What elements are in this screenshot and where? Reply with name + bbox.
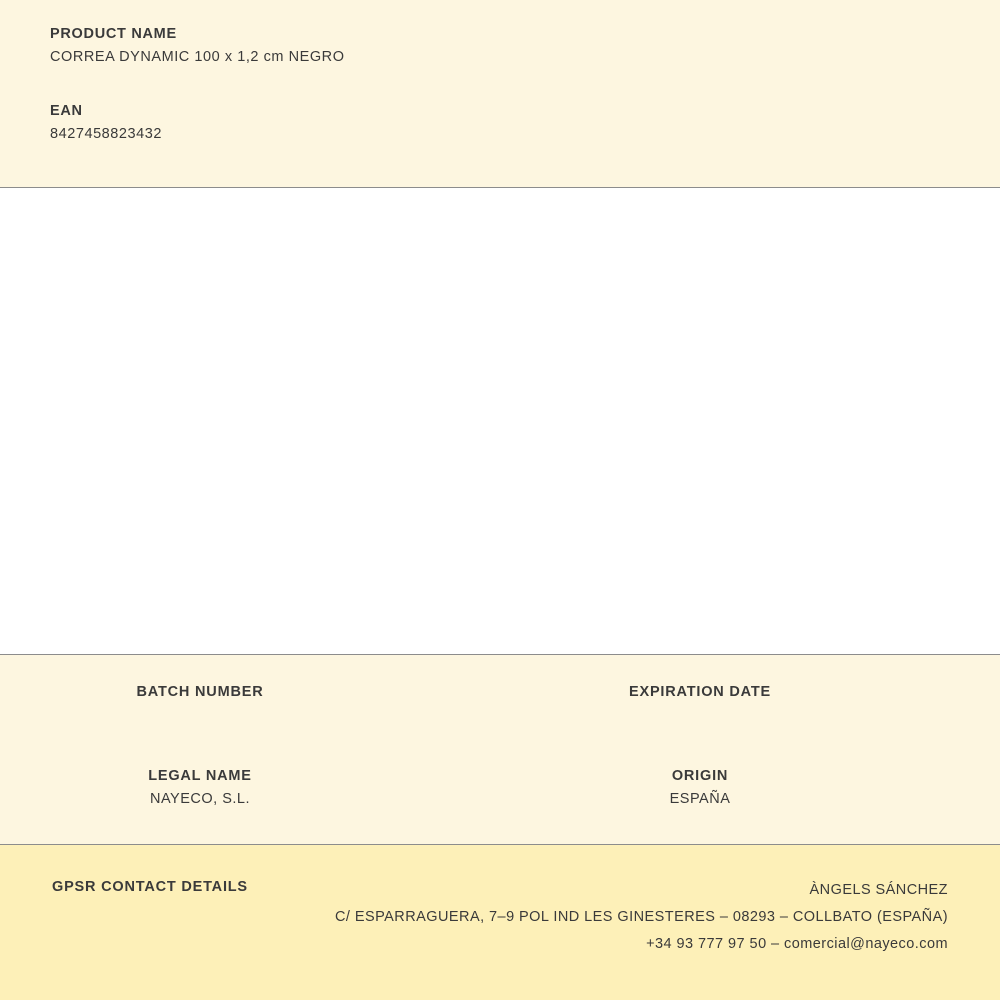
product-name-field bbox=[50, 24, 950, 68]
ean-field bbox=[50, 101, 950, 145]
gpsr-contact-lines bbox=[248, 877, 948, 957]
product-name-value: CORREA DYNAMIC 100 x 1,2 cm NEGRO bbox=[50, 48, 345, 65]
expiration-date-label: EXPIRATION DATE bbox=[629, 684, 771, 700]
blank-content-area bbox=[0, 188, 1000, 655]
gpsr-contact-address: C/ ESPARRAGUERA, 7–9 POL IND LES GINESTERES – 08293 – COLLBATO (ESPAÑA) bbox=[335, 908, 948, 925]
origin-value: ESPAÑA bbox=[669, 790, 731, 807]
ean-value: 8427458823432 bbox=[50, 125, 162, 142]
product-header-section bbox=[0, 0, 1000, 188]
batch-number-label: BATCH NUMBER bbox=[136, 684, 264, 700]
gpsr-contact-person: ÀNGELS SÁNCHEZ bbox=[809, 882, 948, 898]
product-name-label: PRODUCT NAME bbox=[50, 26, 177, 42]
legal-name-label: LEGAL NAME bbox=[148, 767, 252, 784]
origin-label: ORIGIN bbox=[671, 767, 729, 784]
gpsr-contact-title: GPSR CONTACT DETAILS bbox=[52, 879, 248, 895]
info-section bbox=[0, 655, 1000, 845]
gpsr-contact-phone-email: +34 93 777 97 50 – comercial@nayeco.com bbox=[646, 935, 948, 952]
info-column-right bbox=[500, 682, 1000, 844]
field-spacer bbox=[50, 68, 950, 101]
info-column-left bbox=[0, 682, 500, 844]
gpsr-footer-section bbox=[0, 845, 1000, 1000]
ean-label: EAN bbox=[50, 103, 83, 120]
legal-name-value: NAYECO, S.L. bbox=[149, 790, 250, 807]
